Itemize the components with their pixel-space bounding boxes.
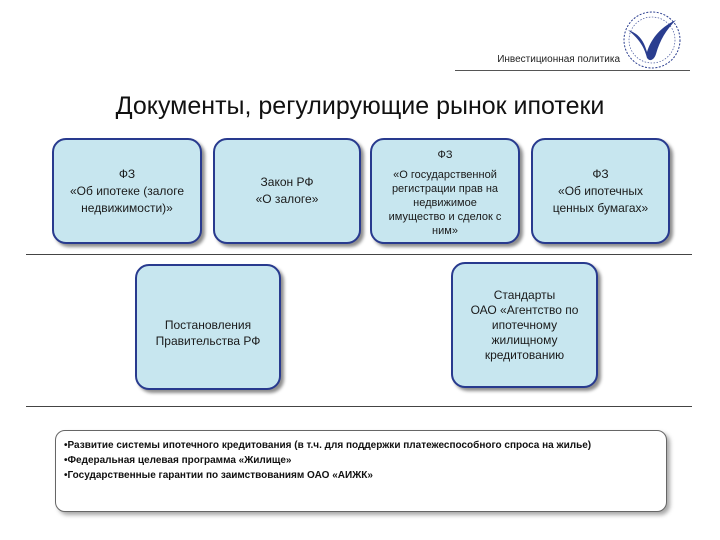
header-caption: Инвестиционная политика: [497, 54, 620, 65]
section-divider: [26, 406, 692, 407]
box-line: регистрации прав на: [391, 183, 499, 195]
box-line: недвижимое: [413, 197, 477, 209]
bird-emblem-icon: [614, 8, 690, 72]
box-line: ФЗ: [118, 166, 136, 181]
box-agency-standards: [451, 262, 598, 388]
box-line: имущество и сделок с: [388, 211, 502, 223]
box-line: «Об ипотечных: [558, 183, 643, 198]
box-line: Правительства РФ: [155, 334, 261, 348]
box-government-decrees: [135, 264, 281, 390]
box-line: ценных бумагах»: [552, 200, 649, 215]
box-line: ипотечному: [491, 317, 558, 332]
note-item: •Развитие системы ипотечного кредитования (в т.ч. для поддержки платежеспособного спроса на жилье): [64, 440, 592, 451]
box-line: жилищному: [491, 332, 558, 347]
section-divider: [26, 254, 692, 255]
page-title: Документы, регулирующие рынок ипотеки: [115, 92, 605, 120]
box-line: ОАО «Агентство по: [470, 302, 579, 317]
box-pledge-law: [213, 138, 361, 244]
box-mortgage-law: [52, 138, 202, 244]
notes-box: [55, 430, 667, 512]
header-divider: [455, 70, 690, 71]
box-line: Закон РФ: [260, 175, 314, 189]
box-caption: ФЗ: [437, 149, 453, 161]
note-item: •Государственные гарантии по заимствованиям ОАО «АИЖК»: [64, 470, 373, 481]
box-line: «Об ипотеке (залоге: [69, 183, 185, 198]
box-line: «О государственной: [393, 169, 497, 181]
box-line: ним»: [432, 225, 458, 237]
box-line: кредитованию: [484, 347, 565, 362]
box-text: [156, 317, 261, 349]
box-line: Постановления: [164, 318, 252, 332]
box-line: «О залоге»: [255, 192, 319, 206]
box-line: недвижимости)»: [81, 200, 173, 215]
box-securities-law: [531, 138, 670, 244]
box-line: ФЗ: [592, 166, 609, 181]
note-item: •Федеральная целевая программа «Жилище»: [64, 455, 292, 466]
box-registration-law: [370, 138, 520, 244]
box-line: Стандарты: [493, 287, 556, 302]
